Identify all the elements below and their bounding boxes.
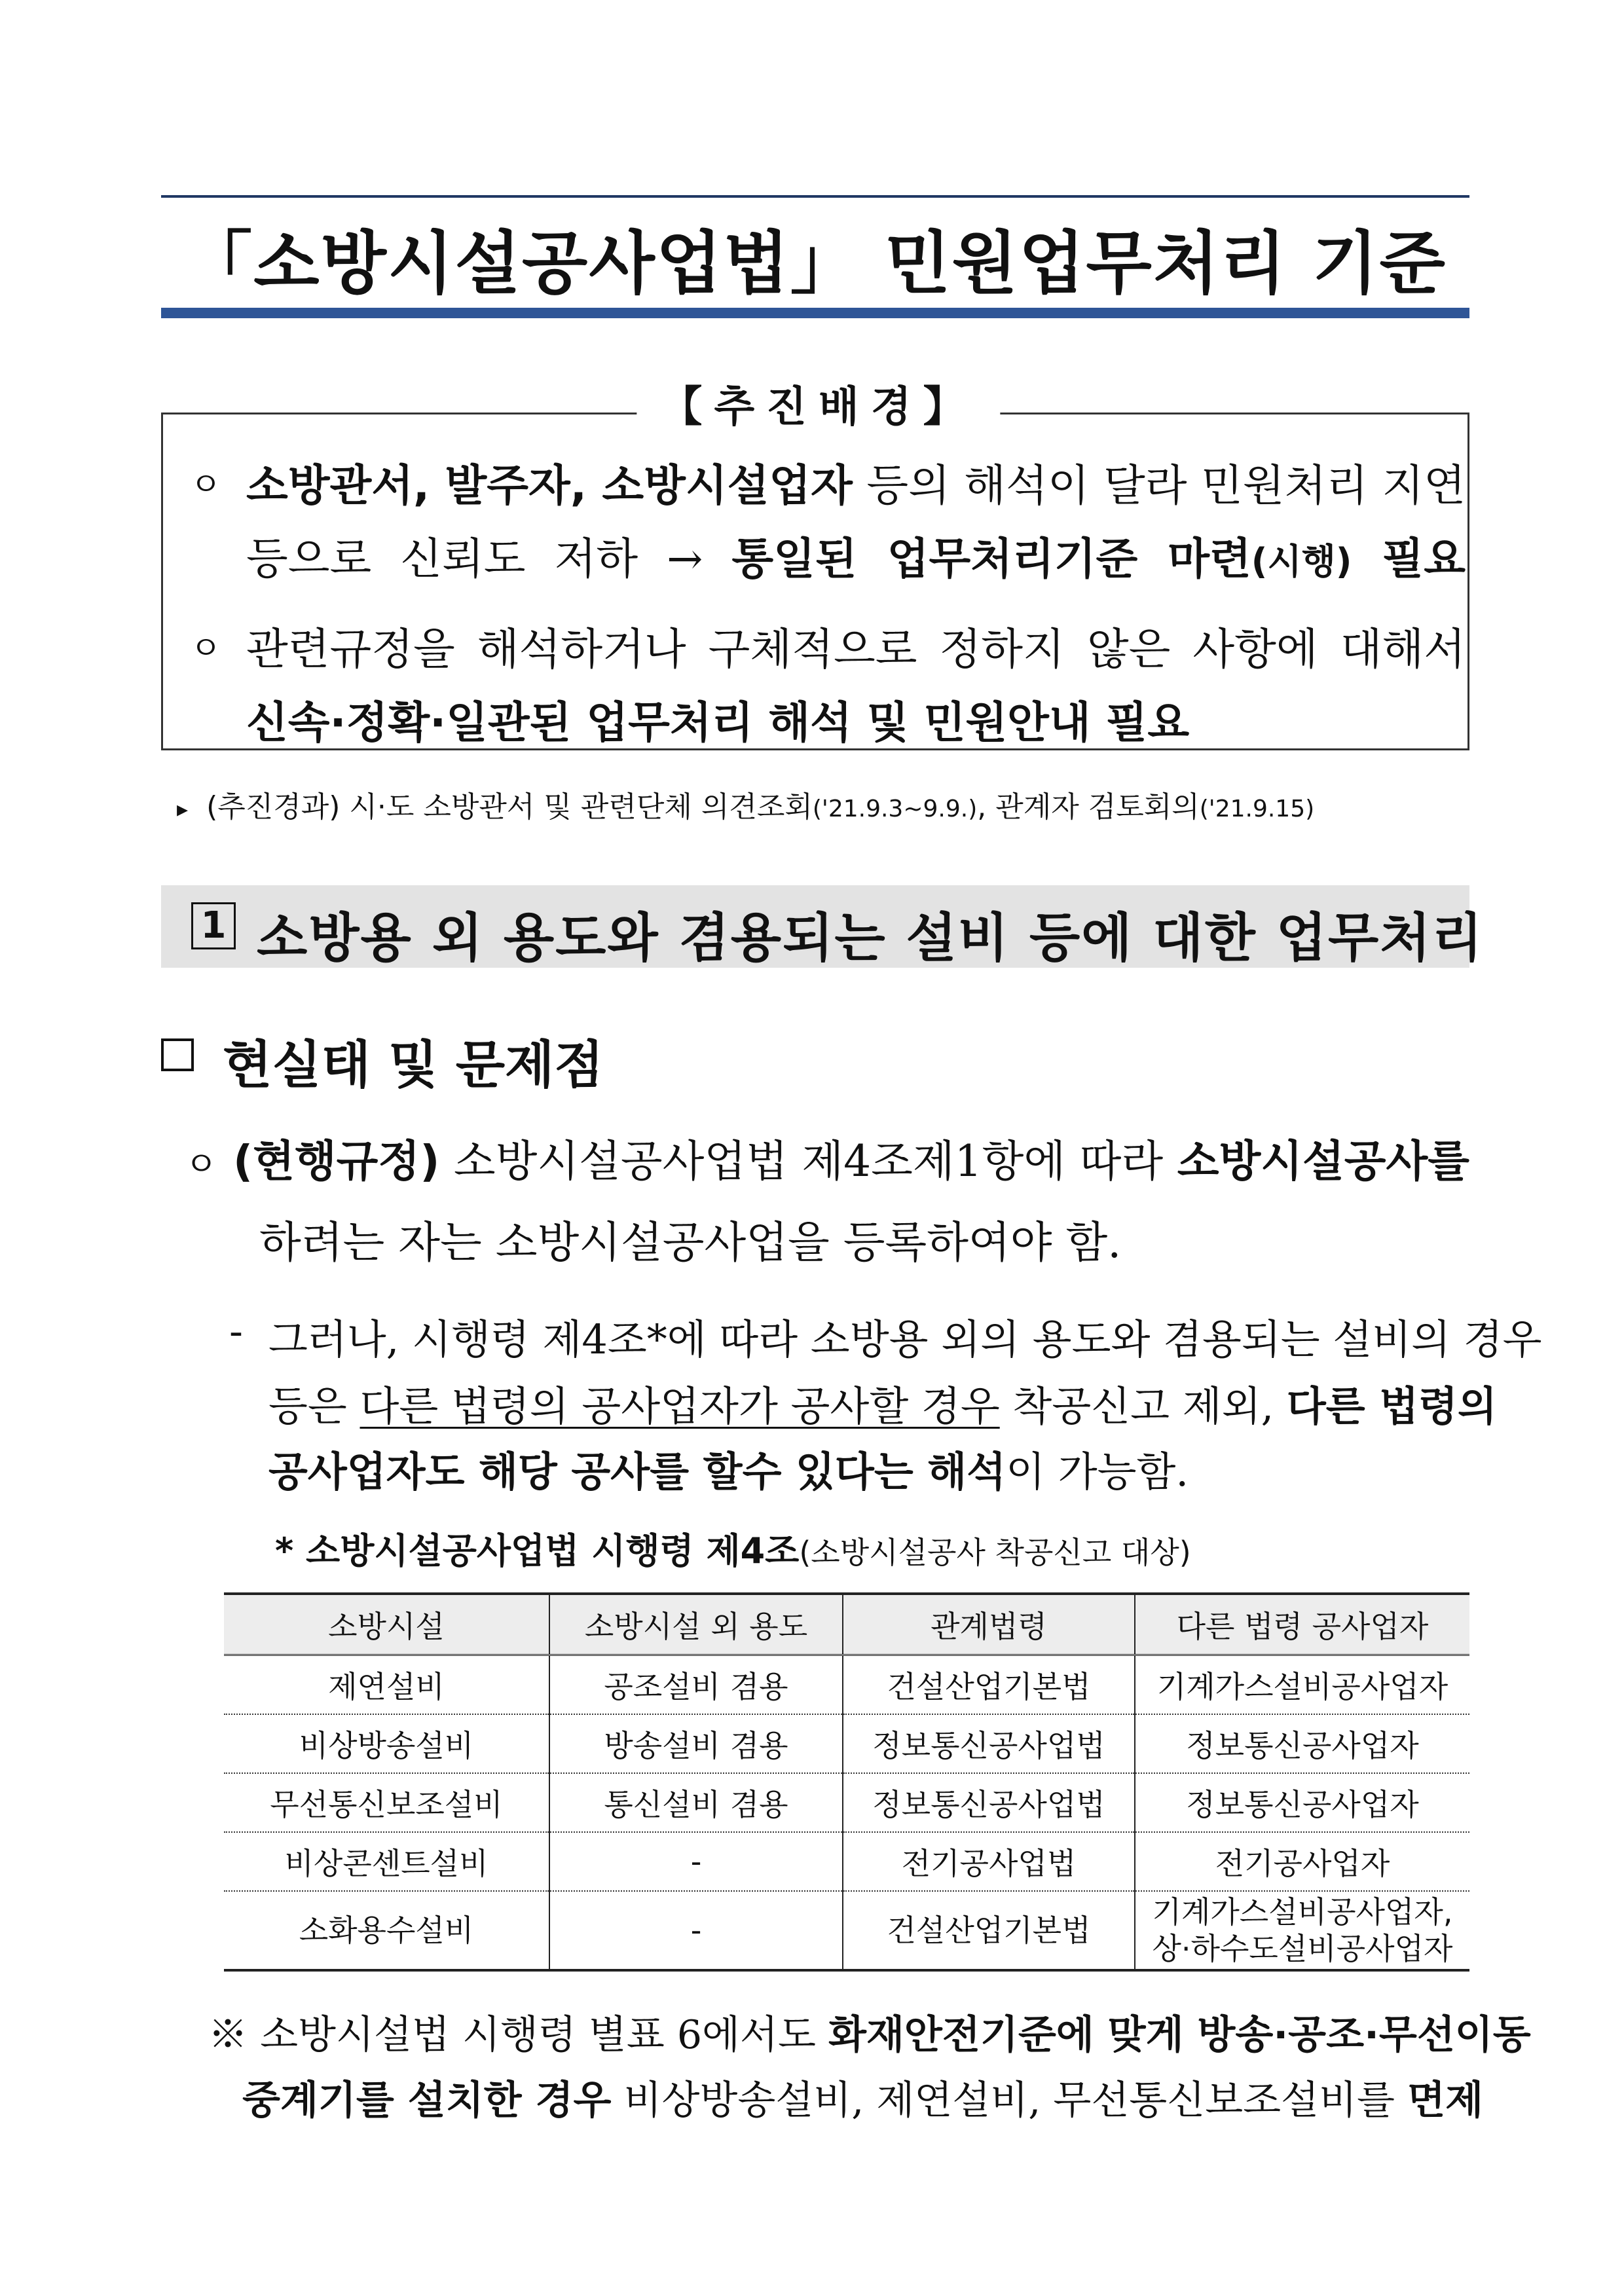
table-row <box>224 1832 1469 1891</box>
table-row <box>224 1891 1469 1970</box>
dash-mark: - <box>229 1307 243 1355</box>
background-item1-line1: 소방관서, 발주자, 소방시설업자 등의 해석이 달라 민원처리 지연 <box>246 460 1466 511</box>
table-cell: - <box>549 1891 843 1970</box>
section-number-box: 1 <box>191 902 236 949</box>
however-line1: 그러나, 시행령 제4조*에 따라 소방용 외의 용도와 겸용되는 설비의 경우 <box>268 1315 1542 1363</box>
table-cell: - <box>549 1832 843 1891</box>
table-row <box>224 1714 1469 1773</box>
table-cell: 기계가스설비공사업자 <box>1135 1655 1469 1715</box>
note-line2: 중계기를 설치한 경우 비상방송설비, 제연설비, 무선통신보조설비를 면제 <box>242 2078 1484 2123</box>
table-cell: 전기공사업자 <box>1135 1832 1469 1891</box>
table-cell: 건설산업기본법 <box>843 1655 1135 1715</box>
table-cell: 방송설비 겸용 <box>549 1714 843 1773</box>
bullet-mark: ㅇ <box>190 466 222 504</box>
bullet-mark: ㅇ <box>185 1145 218 1184</box>
table-cell: 정보통신공사업자 <box>1135 1714 1469 1773</box>
section-title: 소방용 외 용도와 겸용되는 설비 등에 대한 업무처리 <box>257 908 1484 968</box>
background-item1-line2: 등으로 신뢰도 저하 → 통일된 업무처리기준 마련(시행) 필요 <box>246 534 1466 584</box>
table-cell: 정보통신공사업자 <box>1135 1773 1469 1832</box>
bullet-mark: ㅇ <box>190 629 222 667</box>
table-cell: 통신설비 겸용 <box>549 1773 843 1832</box>
table-cell: 전기공사업법 <box>843 1832 1135 1891</box>
table-cell: 소화용수설비 <box>224 1891 549 1970</box>
however-line2: 등은 다른 법령의 공사업자가 공사할 경우 착공신고 제외, 다른 법령의 <box>268 1382 1497 1430</box>
note-line1: ※ 소방시설법 시행령 별표 6에서도 화재안전기준에 맞게 방송·공조·무선이동 <box>208 2012 1531 2058</box>
current-rule-line1: (현행규정) 소방시설공사업법 제4조제1항에 따라 소방시설공사를 <box>233 1136 1469 1186</box>
table-cell: 기계가스설비공사업자, 상·하수도설비공사업자 <box>1135 1891 1469 1970</box>
table-header-cell: 소방시설 외 용도 <box>549 1594 843 1655</box>
table-header-cell: 소방시설 <box>224 1594 549 1655</box>
background-item2-line1: 관련규정을 해석하거나 구체적으로 정하지 않은 사항에 대해서 <box>246 624 1466 674</box>
table-cell: 공조설비 겸용 <box>549 1655 843 1715</box>
table-cell: 비상콘센트설비 <box>224 1832 549 1891</box>
background-heading: 【추진배경】 <box>637 373 1000 433</box>
progress-note: ▸ (추진경과) 시·도 소방관서 및 관련단체 의견조회('21.9.3~9.9.), 관계자 검토회의('21.9.15) <box>177 790 1315 824</box>
table-cell: 비상방송설비 <box>224 1714 549 1773</box>
table-row <box>224 1773 1469 1832</box>
title-bottom-rule <box>161 308 1469 318</box>
checkbox-square-icon <box>161 1038 194 1071</box>
title-top-rule <box>161 195 1469 198</box>
table-cell: 정보통신공사업법 <box>843 1773 1135 1832</box>
table-cell: 무선통신보조설비 <box>224 1773 549 1832</box>
however-line3: 공사업자도 해당 공사를 할수 있다는 해석이 가능함. <box>268 1448 1189 1496</box>
background-item2-line2: 신속·정확·일관된 업무처리 해석 및 민원안내 필요 <box>246 697 1190 748</box>
facility-table <box>224 1592 1469 1972</box>
table-cell: 건설산업기본법 <box>843 1891 1135 1970</box>
table-caption: * 소방시설공사업법 시행령 제4조(소방시설공사 착공신고 대상) <box>275 1530 1191 1571</box>
current-rule-line2: 하려는 자는 소방시설공사업을 등록하여야 함. <box>259 1217 1122 1268</box>
subsection-title: 현실태 및 문제점 <box>223 1036 604 1095</box>
table-cell: 제연설비 <box>224 1655 549 1715</box>
table-header-row <box>224 1594 1469 1655</box>
table-cell: 정보통신공사업법 <box>843 1714 1135 1773</box>
table-row <box>224 1655 1469 1715</box>
document-title: 「소방시설공사업법」 민원업무처리 기준 <box>184 223 1447 303</box>
table-header-cell: 다른 법령 공사업자 <box>1135 1594 1469 1655</box>
table-header-cell: 관계법령 <box>843 1594 1135 1655</box>
